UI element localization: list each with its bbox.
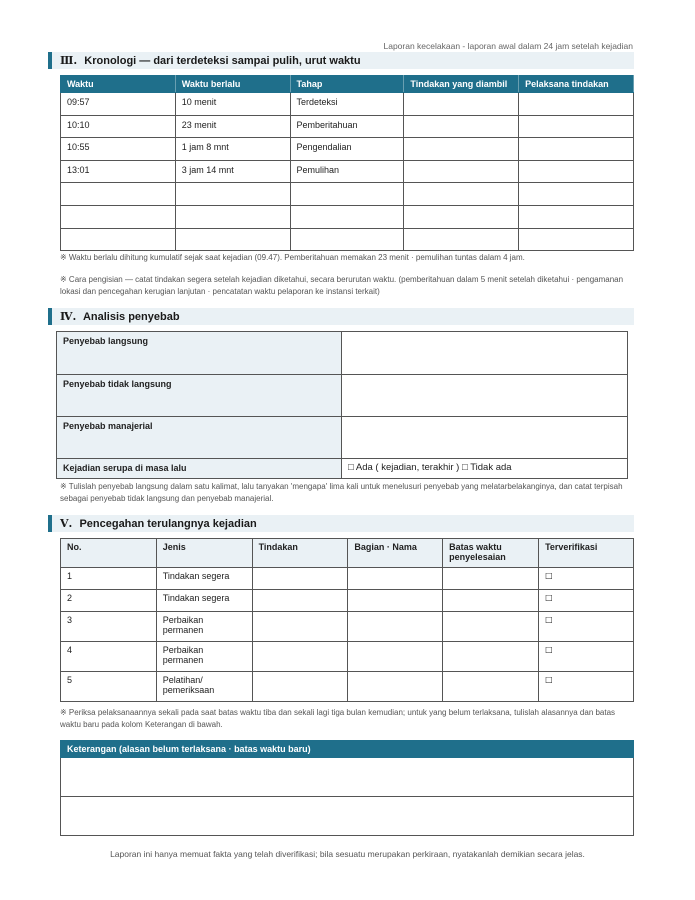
section-chronology-header [48,52,634,69]
direct-cause-label: Penyebab langsung [57,332,342,375]
table-cell: 10 menit [175,93,290,116]
table-row [57,417,628,459]
table-cell: Tindakan segera [156,568,252,590]
table-cell: 09:57 [61,93,176,116]
table-row [61,642,634,672]
column-header: Waktu berlalu [175,76,290,93]
managerial-cause-field[interactable] [342,417,628,459]
table-cell: Terdeteksi [290,93,404,116]
table-cell: Pemberitahuan [290,115,404,138]
chronology-table [60,75,634,251]
table-cell[interactable] [443,642,539,672]
table-row [61,758,634,797]
table-cell[interactable] [519,228,634,251]
table-cell: Pemulihan [290,160,404,183]
table-cell[interactable] [252,672,348,702]
verified-checkbox[interactable]: □ [539,642,634,672]
table-cell[interactable] [519,205,634,228]
section-number: Ⅴ. [60,517,73,530]
column-header: Tahap [290,76,404,93]
verified-checkbox[interactable]: □ [539,568,634,590]
table-cell: 3 jam 14 mnt [175,160,290,183]
table-cell[interactable] [443,612,539,642]
table-cell[interactable] [404,183,519,206]
table-cell[interactable] [519,93,634,116]
similar-incident-options[interactable]: □ Ada ( kejadian, terakhir ) □ Tidak ada [342,459,628,479]
table-cell[interactable] [61,183,176,206]
column-header: Waktu [61,76,176,93]
verified-checkbox[interactable]: □ [539,672,634,702]
table-cell[interactable] [348,612,443,642]
column-header: Tindakan yang diambil [404,76,519,93]
indirect-cause-label: Penyebab tidak langsung [57,375,342,417]
table-cell: Tindakan segera [156,590,252,612]
table-cell[interactable] [61,228,176,251]
table-cell: 23 menit [175,115,290,138]
table-cell[interactable] [348,568,443,590]
table-cell[interactable] [519,160,634,183]
table-cell[interactable] [348,672,443,702]
table-row [61,590,634,612]
remarks-field[interactable] [61,797,634,836]
table-cell[interactable] [443,590,539,612]
table-cell[interactable] [443,672,539,702]
section-number: Ⅳ. [60,310,77,323]
indirect-cause-field[interactable] [342,375,628,417]
table-row [57,332,628,375]
table-cell[interactable] [404,160,519,183]
cause-analysis-table [56,331,628,479]
managerial-cause-label: Penyebab manajerial [57,417,342,459]
table-cell[interactable] [404,205,519,228]
section-prevention-header [48,515,634,532]
column-header: Batas waktu penyelesaian [443,539,539,568]
section-title: Pencegahan terulangnya kejadian [79,518,257,530]
table-cell[interactable] [519,115,634,138]
table-cell[interactable] [252,642,348,672]
footer-note: Laporan ini hanya memuat fakta yang telah diverifikasi; bila sesuatu merupakan perkiraan, nyatakanlah demikian secara jelas. [110,849,585,859]
remarks-header: Keterangan (alasan belum terlaksana · batas waktu baru) [61,741,634,758]
table-cell[interactable] [443,568,539,590]
table-row [61,115,634,138]
table-cell[interactable] [252,612,348,642]
table-cell[interactable] [348,590,443,612]
table-cell: 10:55 [61,138,176,161]
table-row [61,568,634,590]
table-cell: Pengendalian [290,138,404,161]
table-cell[interactable] [519,183,634,206]
table-row [61,672,634,702]
table-row [61,205,634,228]
section-title: Kronologi — dari terdeteksi sampai pulih, urut waktu [84,55,361,67]
table-row [61,797,634,836]
section-title: Analisis penyebab [82,311,180,323]
prevention-table [60,538,634,702]
table-cell[interactable] [252,568,348,590]
table-row [57,375,628,417]
table-cell[interactable] [290,183,404,206]
table-cell: 2 [61,590,157,612]
prevention-note: ※ Periksa pelaksanaannya sekali pada saat batas waktu tiba dan sekali lagi tiga bulan kemudian; untuk yang belum terlaksana, tulislah alasannya dan batas waktu baru pada kolom Keterangan di bawah. [60,708,616,729]
table-row [61,612,634,642]
remarks-table [60,740,634,836]
table-cell[interactable] [175,183,290,206]
table-row [61,138,634,161]
table-cell: 1 jam 8 mnt [175,138,290,161]
cause-analysis-note: ※ Tulislah penyebab langsung dalam satu kalimat, lalu tanyakan 'mengapa' lima kali untuk menelusuri penyebab yang melatarbelakanginya, dan catat terpisah sebagai penyebab tidak langsung dan penyebab manajerial. [60,482,623,503]
table-row [61,228,634,251]
table-cell: 5 [61,672,157,702]
table-row [61,93,634,116]
column-header: Bagian · Nama [348,539,443,568]
table-row [61,160,634,183]
table-cell[interactable] [175,228,290,251]
table-cell[interactable] [348,642,443,672]
column-header: No. [61,539,157,568]
table-cell: 10:10 [61,115,176,138]
chronology-fill-instructions: ※ Cara pengisian — catat tindakan segera setelah kejadian diketahui, secara berurutan waktu. (pemberitahuan dalam 5 menit setelah diketahui · pengamanan lokasi dan pencegahan kerugian lanjutan · pencatatan waktu pelaporan ke instansi terkait) [60,275,624,296]
report-type-note: Laporan kecelakaan - laporan awal dalam 24 jam setelah kejadian [383,41,633,51]
table-cell[interactable] [404,228,519,251]
column-header: Pelaksana tindakan [519,76,634,93]
table-cell[interactable] [252,590,348,612]
table-cell: 4 [61,642,157,672]
table-row [57,459,628,479]
table-cell: Perbaikan permanen [156,642,252,672]
remarks-field[interactable] [61,758,634,797]
table-cell[interactable] [290,205,404,228]
section-number: Ⅲ. [60,54,78,67]
table-cell: Pelatihan/ pemeriksaan [156,672,252,702]
column-header: Terverifikasi [539,539,634,568]
similar-incident-label: Kejadian serupa di masa lalu [57,459,342,479]
table-cell[interactable] [404,138,519,161]
table-cell[interactable] [290,228,404,251]
column-header: Tindakan [252,539,348,568]
table-row [61,183,634,206]
table-cell: 3 [61,612,157,642]
section-cause-header [48,308,634,325]
verified-checkbox[interactable]: □ [539,590,634,612]
table-cell[interactable] [404,93,519,116]
table-cell[interactable] [175,205,290,228]
table-cell[interactable] [404,115,519,138]
direct-cause-field[interactable] [342,332,628,375]
table-cell: 13:01 [61,160,176,183]
verified-checkbox[interactable]: □ [539,612,634,642]
table-cell[interactable] [519,138,634,161]
table-cell: 1 [61,568,157,590]
table-cell: Perbaikan permanen [156,612,252,642]
chronology-elapsed-note: ※ Waktu berlalu dihitung kumulatif sejak saat kejadian (09.47). Pemberitahuan memakan 23 menit · pemulihan tuntas dalam 4 jam. [60,253,525,262]
column-header: Jenis [156,539,252,568]
table-cell[interactable] [61,205,176,228]
